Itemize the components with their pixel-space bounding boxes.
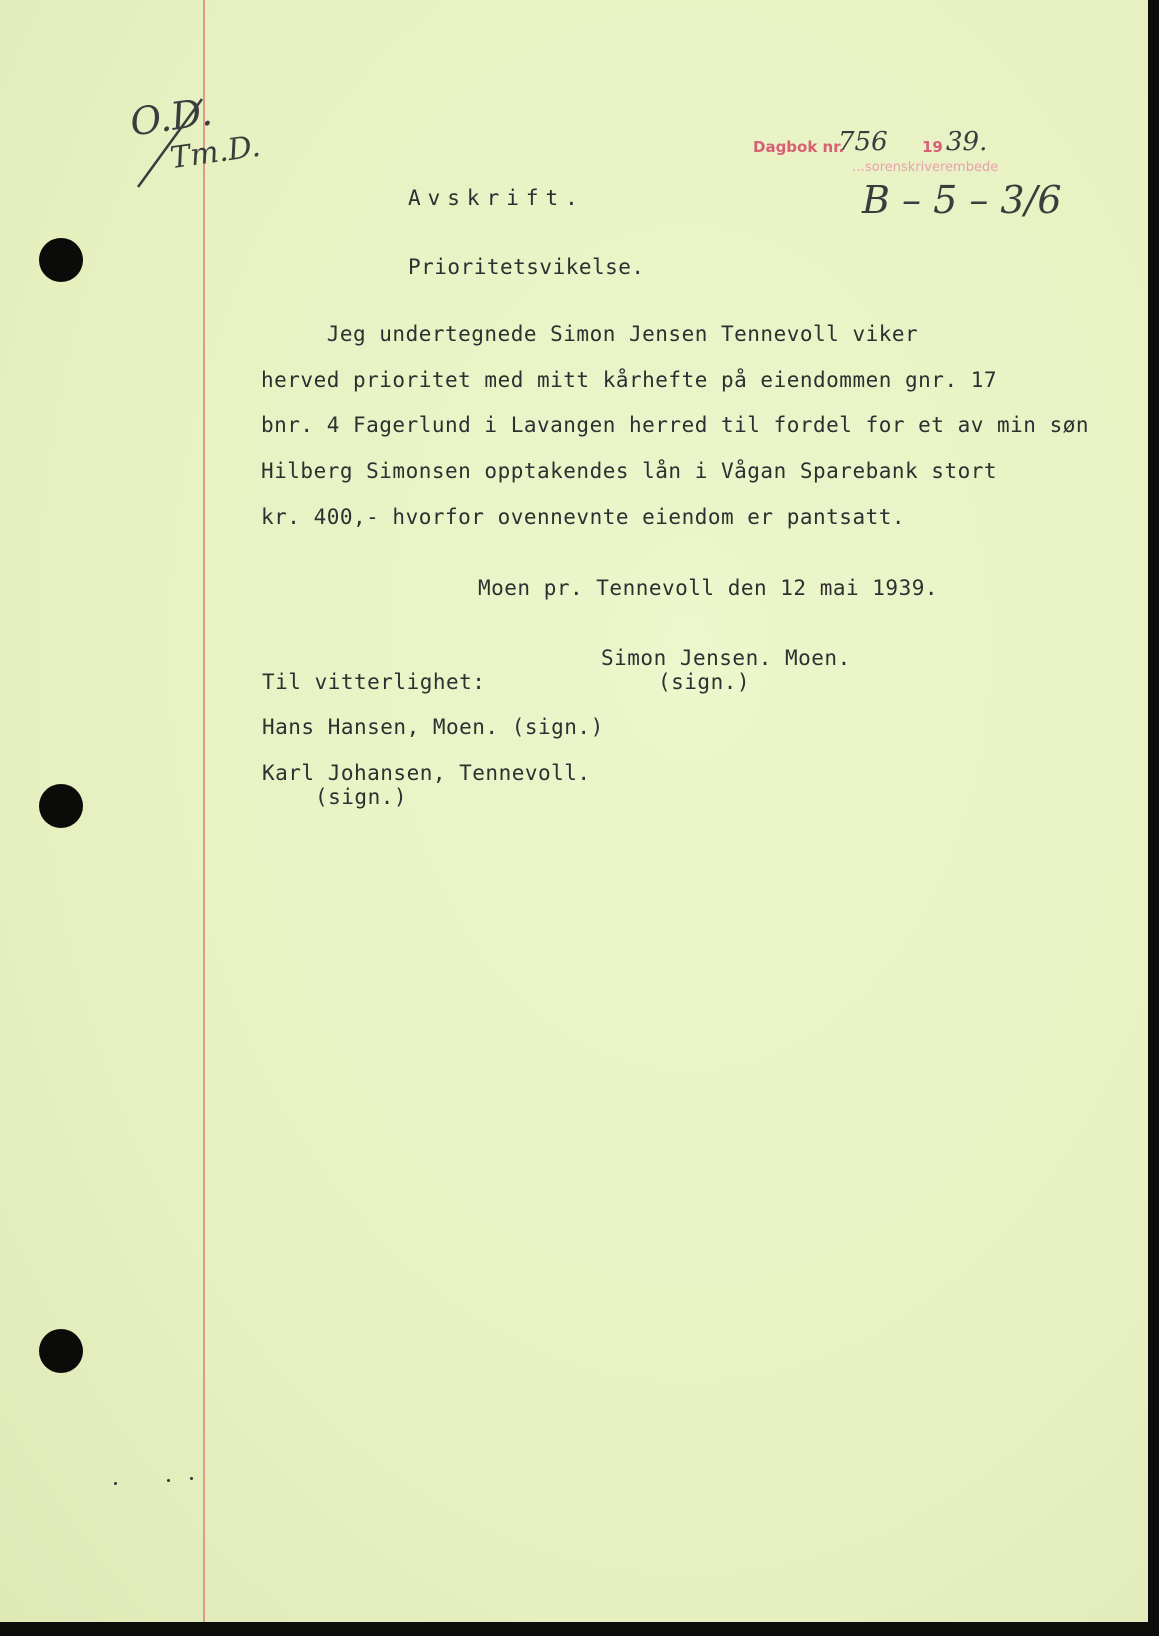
margin-slash [130,95,210,195]
signatory-name: Simon Jensen. Moen. [601,646,851,670]
witness-sign-note: (sign.) [315,785,408,809]
witness-line: Karl Johansen, Tennevoll. [262,761,591,785]
witness-line: Hans Hansen, Moen. (sign.) [262,715,604,739]
signatory-sign-note: (sign.) [658,670,751,694]
witness-label: Til vitterlighet: [262,670,486,694]
margin-note-2: Tm.D. [168,128,263,177]
office-stamp: …sorenskriverembede [852,160,999,175]
punch-hole [39,1329,83,1373]
document-heading: Prioritetsvikelse. [408,255,645,279]
margin-rule [203,0,205,1622]
diary-number: 756 [838,127,888,157]
place-date: Moen pr. Tennevoll den 12 mai 1939. [478,576,939,600]
paper-speck [114,1482,117,1485]
body-line: herved prioritet med mitt kårhefte på eiendommen gnr. 17 [261,368,998,392]
body-line: Jeg undertegnede Simon Jensen Tennevoll viker [261,322,919,346]
diary-year-prefix: 19 [922,138,943,156]
diary-stamp-label: Dagbok nr. [753,138,845,156]
paper-speck [190,1477,193,1480]
body-line: Hilberg Simonsen opptakendes lån i Vågan Sparebank stort [261,459,998,483]
file-reference: B – 5 – 3/6 [862,178,1062,222]
paper-speck [167,1479,170,1482]
document-title: Avskrift. [408,186,585,210]
diary-year-suffix: 39. [946,127,988,157]
body-line: bnr. 4 Fagerlund i Lavangen herred til fordel for et av min søn [261,413,1090,437]
margin-note-1: O.D. [127,89,215,145]
punch-hole [39,238,83,282]
body-line: kr. 400,- hvorfor ovennevnte eiendom er pantsatt. [261,505,906,529]
punch-hole [39,784,83,828]
